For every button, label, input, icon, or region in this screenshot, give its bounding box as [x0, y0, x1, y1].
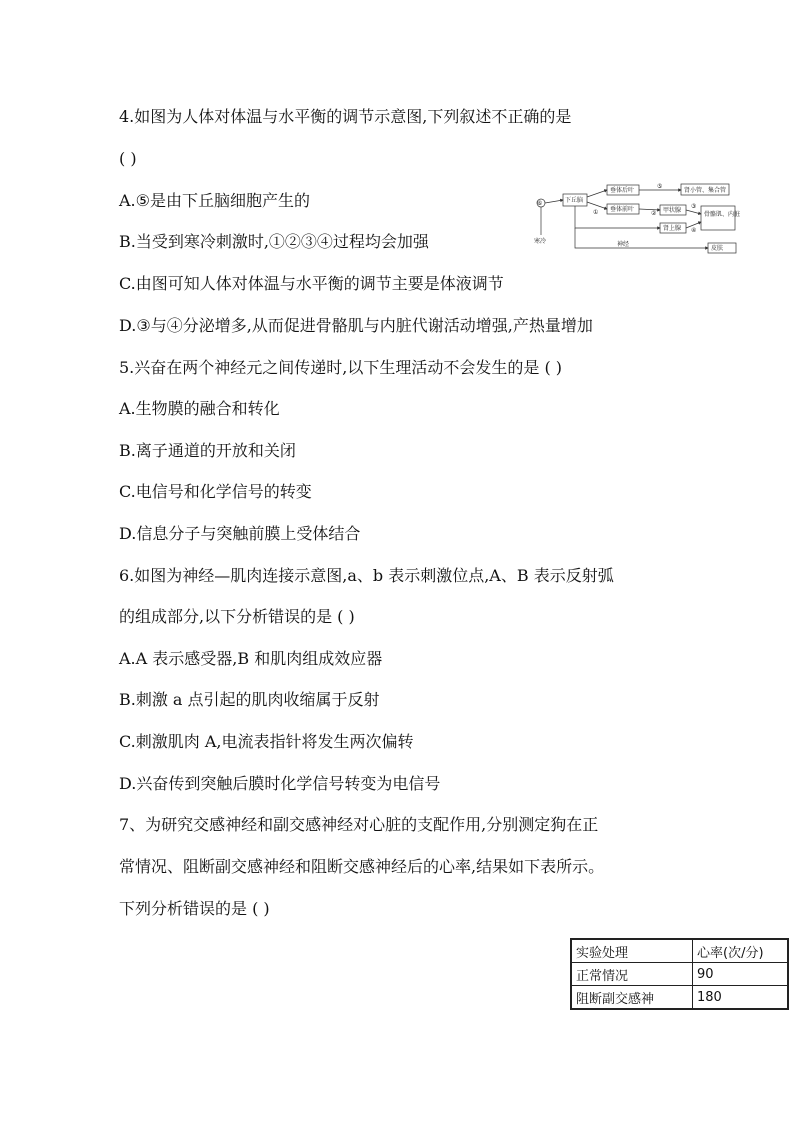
table-cell: 90 [693, 963, 789, 986]
q7-stem-line2: 常情况、阻断副交感神经和阻断交感神经后的心率,结果如下表所示。 [119, 857, 605, 876]
q4-option-a: A.⑤是由下丘脑细胞产生的 [119, 191, 310, 210]
diagram-mark-5: ⑤ [657, 183, 663, 190]
q5-option-b: B.离子通道的开放和关闭 [119, 441, 296, 460]
q6-option-b: B.刺激 a 点引起的肌肉收缩属于反射 [119, 690, 380, 709]
diagram-stimulus: 寒冷 [534, 238, 547, 245]
q4-option-b: B.当受到寒冷刺激时,①②③④过程均会加强 [119, 232, 429, 251]
q5-option-d: D.信息分子与突触前膜上受体结合 [119, 524, 361, 543]
q6-stem-line2: 的组成部分,以下分析错误的是 ( ) [119, 607, 355, 626]
table-row [571, 963, 788, 986]
q7-stem-line1: 7、为研究交感神经和副交感神经对心脏的支配作用,分别测定狗在正 [119, 815, 599, 834]
q5-stem: 5.兴奋在两个神经元之间传递时,以下生理活动不会发生的是 ( ) [119, 358, 563, 377]
diagram-thyroid: 甲状腺 [663, 207, 682, 214]
regulation-diagram [531, 180, 756, 260]
diagram-mark-1: ① [593, 209, 599, 216]
q6-option-a: A.A 表示感受器,B 和肌肉组成效应器 [119, 649, 383, 668]
q5-option-c: C.电信号和化学信号的转变 [119, 482, 312, 501]
diagram-pituitary-posterior: 垂体后叶 [610, 187, 635, 194]
table-header-cell: 心率(次/分) [693, 939, 789, 963]
diagram-mark-6: ⑥ [537, 200, 543, 207]
table-cell: 180 [693, 986, 789, 1010]
q6-option-d: D.兴奋传到突触后膜时化学信号转变为电信号 [119, 774, 441, 793]
diagram-mark-3: ③ [691, 203, 697, 210]
table-header-cell: 实验处理 [571, 939, 693, 963]
q4-option-c: C.由图可知人体对体温与水平衡的调节主要是体液调节 [119, 274, 504, 293]
table-row [571, 986, 788, 1010]
heart-rate-table [570, 938, 789, 1010]
muscle-box [701, 206, 735, 230]
diagram-mark-2: ② [651, 210, 657, 217]
table-header-row [571, 939, 788, 963]
diagram-hypothalamus: 下丘脑 [565, 197, 584, 204]
diagram-adrenal: 肾上腺 [663, 225, 682, 232]
table-cell: 正常情况 [571, 963, 693, 986]
diagram-muscle: 骨骼肌、内脏 [704, 211, 741, 218]
diagram-skin: 皮肤 [711, 245, 724, 252]
q4-stem: 4.如图为人体对体温与水平衡的调节示意图,下列叙述不正确的是 [119, 107, 572, 126]
q6-option-c: C.刺激肌肉 A,电流表指针将发生两次偏转 [119, 732, 414, 751]
diagram-nerve: 神经 [617, 241, 630, 248]
diagram-mark-4: ④ [691, 227, 697, 234]
diagram-kidney: 肾小管、集合管 [684, 187, 727, 194]
q6-stem-line1: 6.如图为神经—肌肉连接示意图,a、b 表示刺激位点,A、B 表示反射弧 [119, 566, 614, 585]
q7-stem-line3: 下列分析错误的是 ( ) [119, 899, 270, 918]
q4-option-d: D.③与④分泌增多,从而促进骨骼肌与内脏代谢活动增强,产热量增加 [119, 316, 593, 335]
q5-option-a: A.生物膜的融合和转化 [119, 399, 280, 418]
diagram-pituitary-anterior: 垂体前叶 [610, 206, 635, 213]
q4-answer-bracket: ( ) [119, 149, 137, 168]
table-cell: 阻断副交感神 [571, 986, 693, 1010]
